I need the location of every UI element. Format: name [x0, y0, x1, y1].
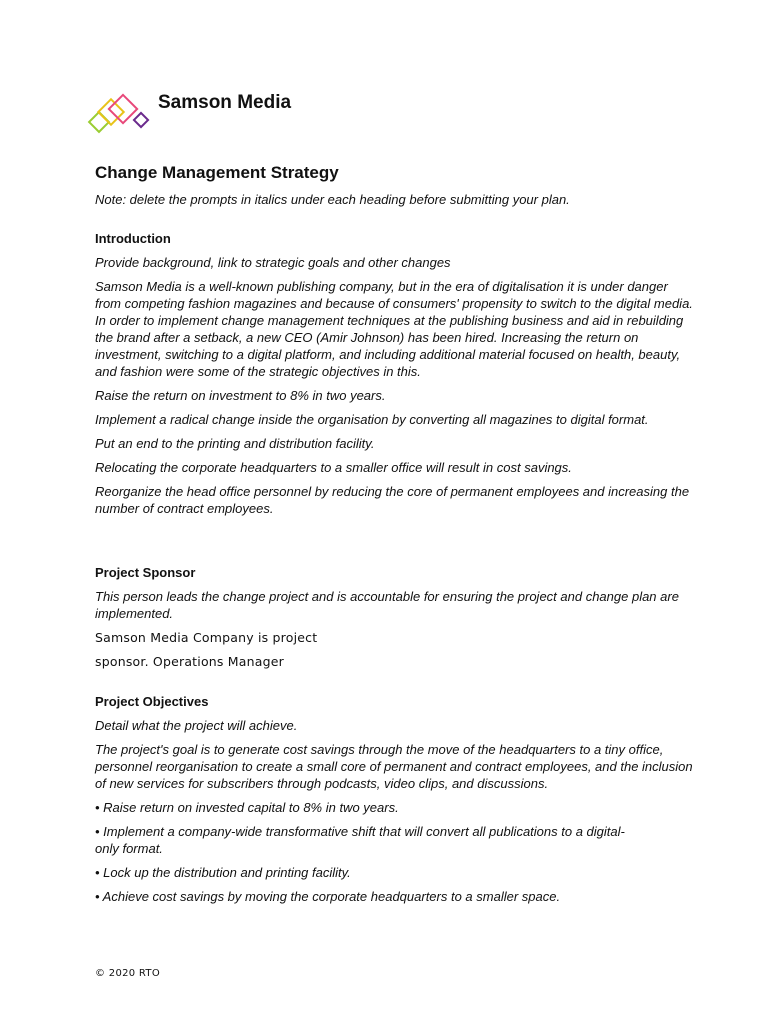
objectives-prompt: Detail what the project will achieve.: [95, 718, 298, 733]
introduction-body: Samson Media is a well-known publishing company, but in the era of digitalisation it is under danger from competing fashion magazines and because of consumers' propensity to switch to the digital media. In order to implement change management techniques at the publishing business and aid in rebuilding the brand after a setback, a new CEO (Amir Johnson) has been hired. Increasing the return on investment, switching to a digital platform, and including additional material focused on health, beauty, and fashion were some of the strategic objectives in this.: [95, 279, 693, 379]
document-body: [95, 163, 695, 912]
samson-media-logo-icon: [86, 91, 152, 137]
sponsor-heading: Project Sponsor: [95, 565, 196, 580]
introduction-item: Raise the return on investment to 8% in two years.: [95, 388, 386, 403]
logo-square-green: [89, 112, 109, 132]
introduction-heading: Introduction: [95, 231, 171, 246]
logo-square-purple: [134, 113, 148, 127]
spacer: [95, 677, 695, 693]
sponsor-line: sponsor. Operations Manager: [95, 654, 284, 669]
document-title: Change Management Strategy: [95, 163, 339, 182]
objective-bullet: • Implement a company-wide transformative shift that will convert all publications to a digital-: [95, 824, 625, 839]
instruction-note: Note: delete the prompts in italics under each heading before submitting your plan.: [95, 192, 570, 207]
introduction-prompt: Provide background, link to strategic goals and other changes: [95, 255, 451, 270]
introduction-item: Reorganize the head office personnel by reducing the core of permanent employees and increasing the number of contract employees.: [95, 484, 690, 516]
objective-bullet-continued: only format.: [95, 841, 163, 856]
sponsor-section: [95, 564, 695, 670]
logo-square-pink: [109, 95, 137, 123]
spacer: [95, 524, 695, 564]
objectives-section: [95, 693, 695, 905]
introduction-item: Put an end to the printing and distribution facility.: [95, 436, 375, 451]
objectives-heading: Project Objectives: [95, 694, 209, 709]
introduction-item: Relocating the corporate headquarters to a smaller office will result in cost savings.: [95, 460, 572, 475]
introduction-section: [95, 230, 695, 517]
objectives-body: The project's goal is to generate cost savings through the move of the headquarters to a tiny office, personnel reorganisation to create a small core of permanent and contract employees, and the inclusion of new services for subscribers through podcasts, video clips, and discussions.: [95, 742, 693, 791]
sponsor-prompt: This person leads the change project and is accountable for ensuring the project and change plan are implemented.: [95, 589, 679, 621]
brand-name: Samson Media: [158, 92, 292, 113]
objective-bullet: • Achieve cost savings by moving the corporate headquarters to a smaller space.: [95, 889, 561, 904]
sponsor-line: Samson Media Company is project: [95, 630, 318, 645]
objective-bullet: • Lock up the distribution and printing facility.: [95, 865, 351, 880]
objective-bullet: • Raise return on invested capital to 8% in two years.: [95, 800, 399, 815]
footer-copyright: © 2020 RTO: [95, 968, 161, 979]
introduction-item: Implement a radical change inside the organisation by converting all magazines to digital format.: [95, 412, 649, 427]
